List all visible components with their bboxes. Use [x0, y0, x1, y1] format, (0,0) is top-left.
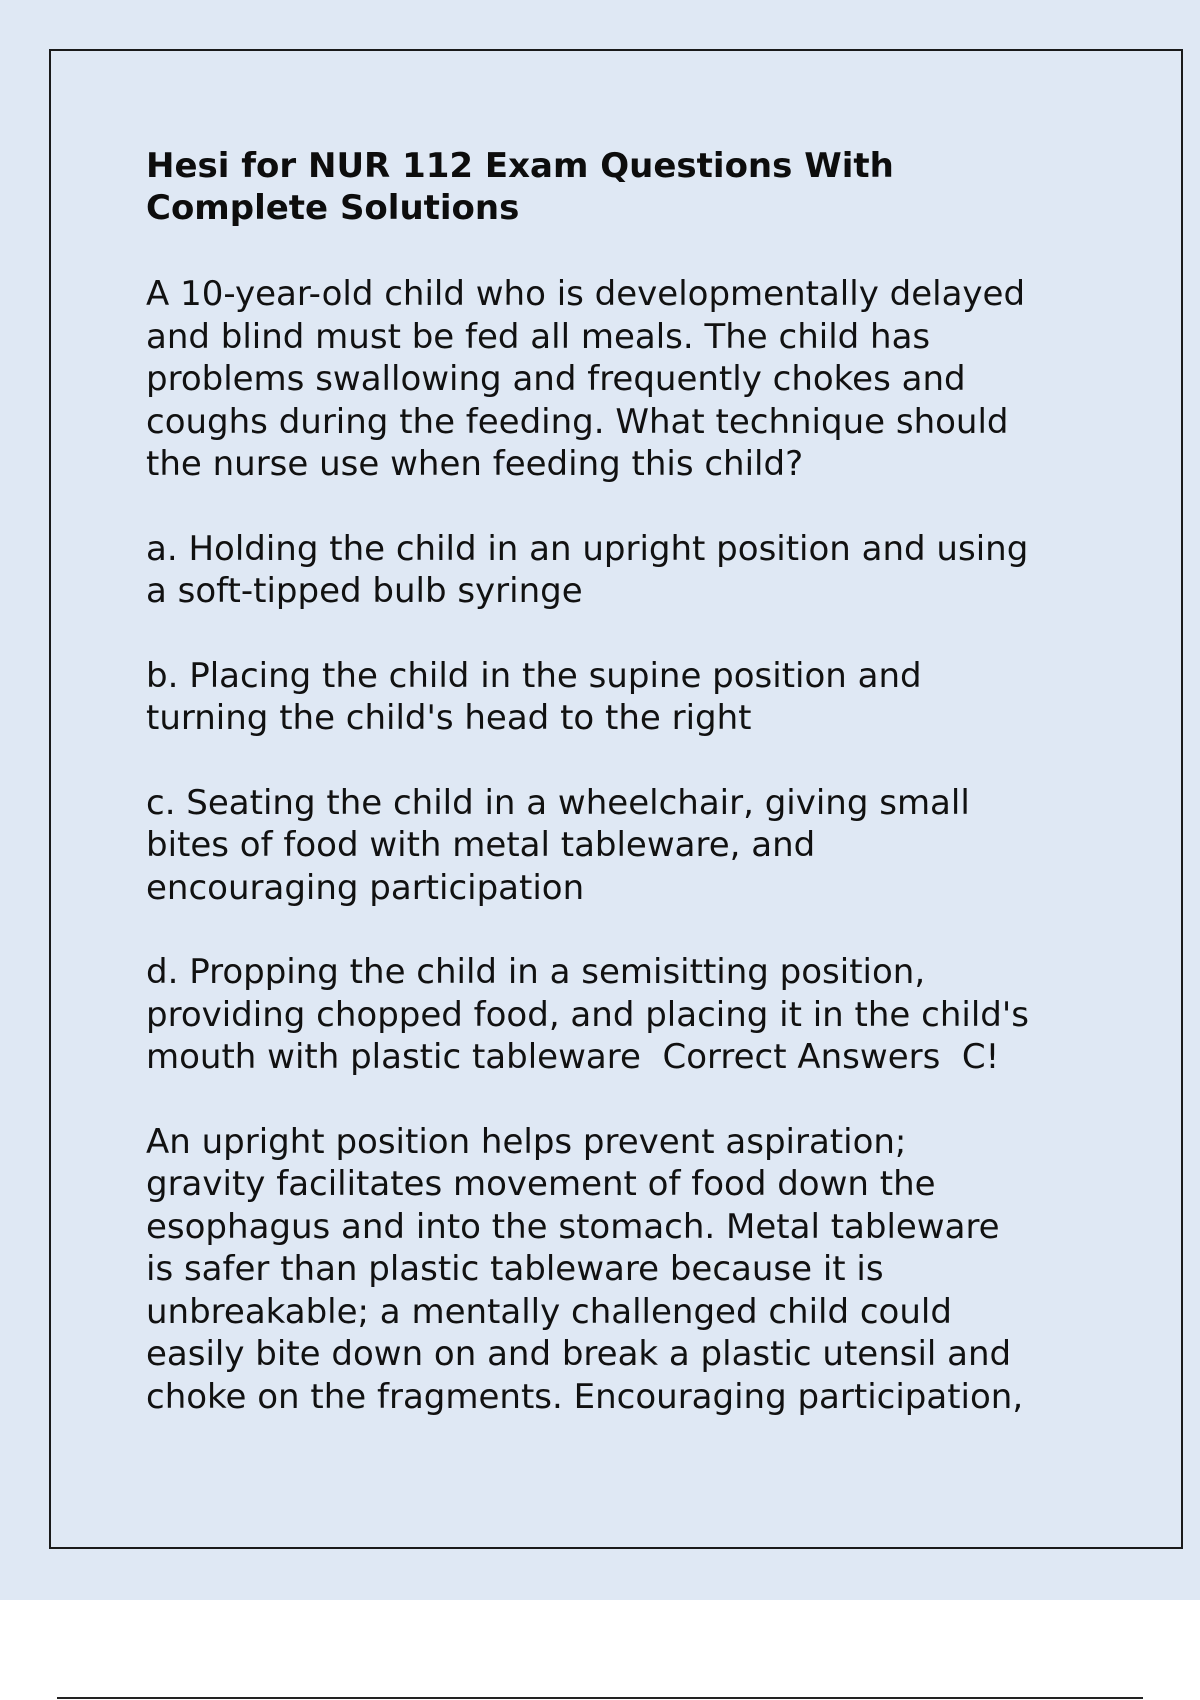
question-text: A 10-year-old child who is developmentally delayed and blind must be fed all meals. The child has problems swallowing and frequently chokes and coughs during the feeding. What technique should the nurse use when feeding this child?	[146, 274, 1026, 484]
explanation-text: An upright position helps prevent aspiration; gravity facilitates movement of food down the esophagus and into the stomach. Metal tableware is safer than plastic tableware because it is unbreakable; a mentally challenged child could easily bite down on and break a plastic utensil and choke on the fragments. Encouraging participation,	[146, 1121, 1024, 1417]
answer-option-c: c. Seating the child in a wheelchair, giving small bites of food with metal tableware, and encouraging participation	[146, 782, 970, 908]
page-divider	[57, 1697, 1143, 1699]
answer-option-b: b. Placing the child in the supine position and turning the child's head to the right	[146, 655, 922, 738]
document-title	[146, 145, 1106, 229]
document-title-line-1: Hesi for NUR 112 Exam Questions With	[146, 146, 894, 186]
answer-option-d: d. Propping the child in a semisitting position, providing chopped food, and placing it in the child's mouth with plastic tableware Correct Answers C!	[146, 952, 1029, 1077]
answer-option-a: a. Holding the child in an upright position and using a soft-tipped bulb syringe	[146, 528, 1029, 611]
document-title-line-2: Complete Solutions	[146, 188, 520, 228]
document-content	[146, 145, 1106, 1460]
